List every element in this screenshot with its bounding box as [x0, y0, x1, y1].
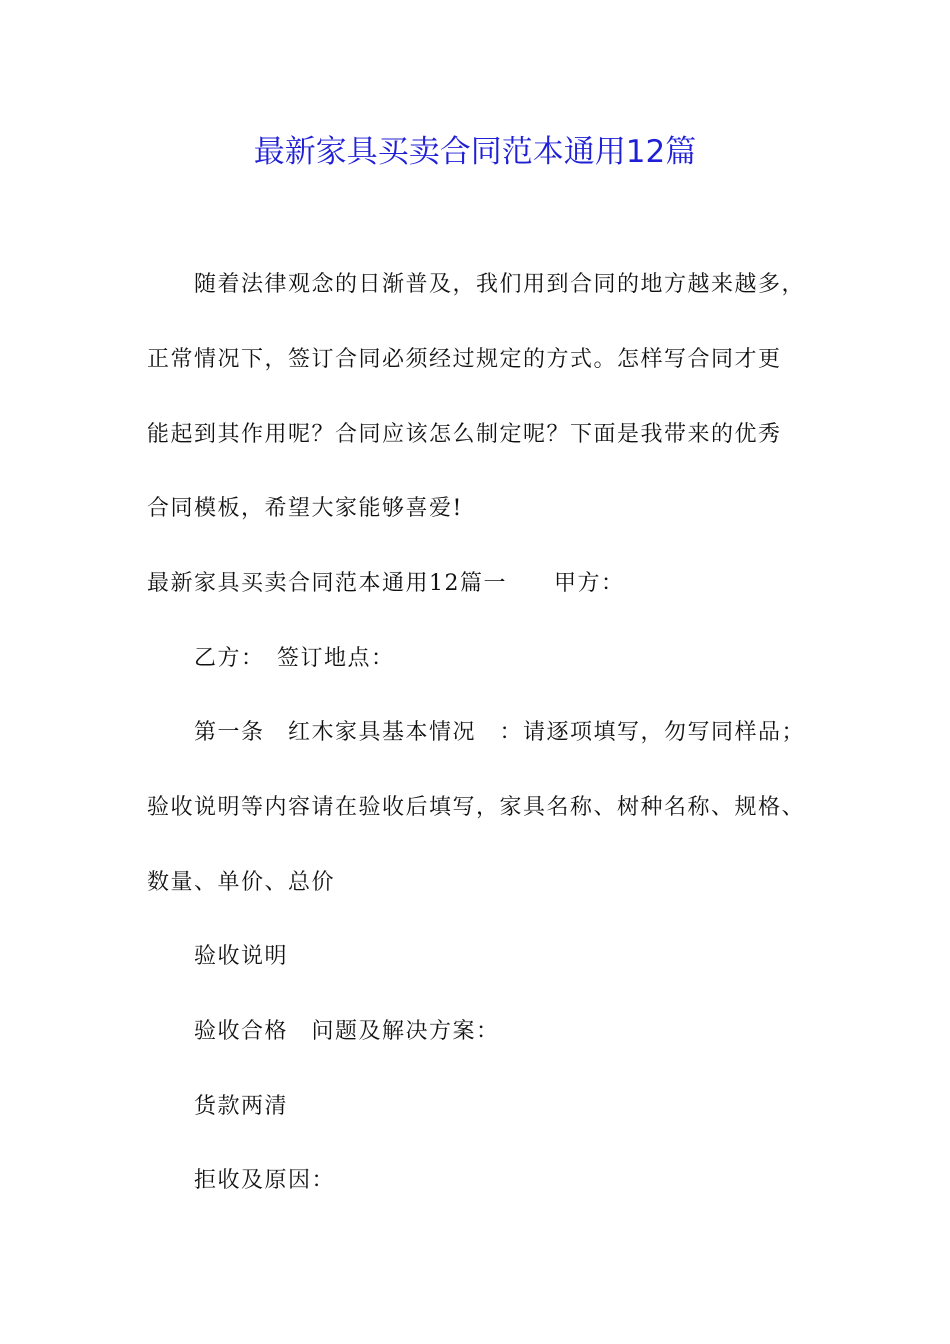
paragraph-line-1: 随着法律观念的日渐普及，我们用到合同的地方越来越多， — [194, 272, 806, 297]
paragraph-line-2: 正常情况下，签订合同必须经过规定的方式。怎样写合同才更 — [147, 347, 782, 372]
document-title: 最新家具买卖合同范本通用12篇 — [253, 134, 697, 170]
party-b-line: 乙方： 签订地点： — [194, 646, 395, 671]
acceptance-note-line: 验收说明 — [194, 944, 289, 969]
article-one-line-3: 数量、单价、总价 — [147, 870, 336, 895]
acceptance-qualified-line: 验收合格 问题及解决方案： — [194, 1019, 500, 1044]
paragraph-line-4: 合同模板，希望大家能够喜爱! — [147, 496, 463, 521]
article-one-line: 第一条 红木家具基本情况 ：请逐项填写，勿写同样品； — [194, 720, 806, 745]
payment-settled-line: 货款两清 — [194, 1094, 289, 1119]
rejection-reason-line: 拒收及原因： — [194, 1168, 336, 1193]
paragraph-line-3: 能起到其作用呢？合同应该怎么制定呢？下面是我带来的优秀 — [147, 422, 782, 447]
section-heading-line: 最新家具买卖合同范本通用12篇一 甲方： — [147, 571, 625, 596]
article-one-line-2: 验收说明等内容请在验收后填写，家具名称、树种名称、规格、 — [147, 795, 806, 820]
